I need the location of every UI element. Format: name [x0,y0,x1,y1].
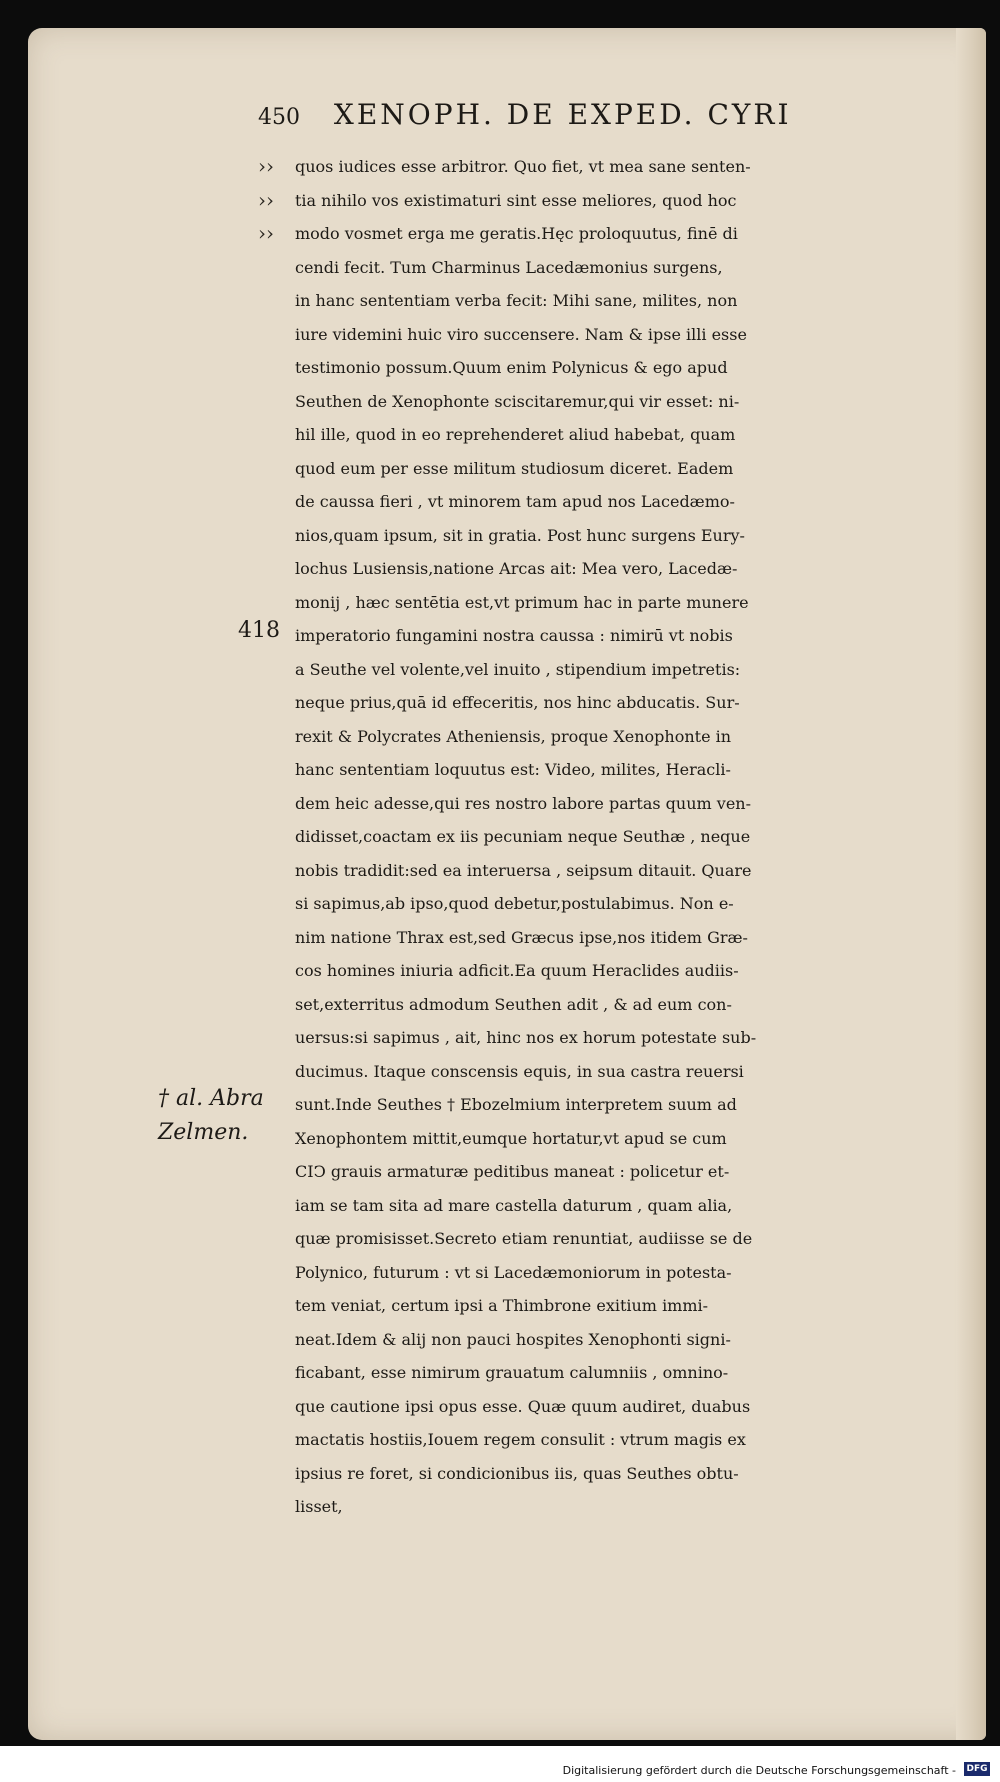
dfg-logo: DFG [964,1762,990,1776]
text-line: in hanc sententiam verba fecit: Mihi sane, milites, non [295,291,738,310]
running-header [258,98,898,131]
running-title: XENOPH. DE EXPED. CYRI [333,98,792,131]
text-line: nim natione Thrax est,sed Græcus ipse,nos itidem Græ- [295,927,748,947]
text-line: Seuthen de Xenophonte sciscitaremur,qui vir esset: ni- [295,391,740,411]
text-line: ficabant, esse nimirum grauatum calumniis , omnino- [295,1363,729,1382]
text-line: quæ promisisset.Secreto etiam renuntiat, audiisse se de [295,1229,753,1248]
text-line: modo vosmet erga me geratis.Hęc proloquutus, finē di [295,224,738,243]
text-line: si sapimus,ab ipso,quod debetur,postulabimus. Non e- [295,894,734,913]
digitization-credit: Digitalisierung gefördert durch die Deutsche Forschungsgemeinschaft - [562,1764,956,1777]
text-line: cos homines iniuria adficit.Ea quum Heraclides audiis- [295,961,739,980]
page-number: 450 [258,105,300,130]
text-line: neat.Idem & alij non pauci hospites Xenophonti signi- [295,1329,731,1349]
text-line: sunt.Inde Seuthes † Ebozelmium interpretem suum ad [295,1095,737,1114]
text-line: de caussa fieri , vt minorem tam apud nos Lacedæmo- [295,492,735,511]
text-line: iure videmini huic viro succensere. Nam & ipse illi esse [295,324,747,344]
text-line: que cautione ipsi opus esse. Quæ quum audiret, duabus [295,1396,751,1416]
text-line: tem veniat, certum ipsi a Thimbrone exitium immi- [295,1296,709,1315]
text-line: cendi fecit. Tum Charminus Lacedæmonius surgens, [295,257,723,277]
text-line: testimonio possum.Quum enim Polynicus & ego apud [295,358,728,377]
text-line: lochus Lusiensis,natione Arcas ait: Mea vero, Lacedæ- [295,559,738,578]
text-line: CIↃ grauis armaturæ peditibus maneat : policetur et- [295,1162,730,1181]
quote-mark: ›› [258,187,274,212]
text-line: mactatis hostiis,Iouem regem consulit : vtrum magis ex [295,1430,746,1449]
page-edge [956,28,986,1740]
text-line: uersus:si sapimus , ait, hinc nos ex horum potestate sub- [295,1028,757,1047]
text-line: nios,quam ipsum, sit in gratia. Post hunc surgens Eury- [295,525,745,545]
margin-note [158,1082,268,1150]
quote-mark: ›› [258,154,274,178]
quote-mark: ›› [258,221,274,245]
text-line: set,exterritus admodum Seuthen adit , & ad eum con- [295,994,732,1014]
text-line: nobis tradidit:sed ea interuersa , seipsum ditauit. Quare [295,860,752,880]
text-line: Xenophontem mittit,eumque hortatur,vt apud se cum [295,1128,727,1148]
text-line: iam se tam sita ad mare castella daturum , quam alia, [295,1195,733,1215]
text-line: imperatorio fungamini nostra caussa : nimirū vt nobis [295,626,733,645]
margin-note-line: † al. Abra [158,1086,264,1111]
text-line: tia nihilo vos existimaturi sint esse meliores, quod hoc [295,190,737,210]
text-line: hil ille, quod in eo reprehenderet aliud habebat, quam [295,425,736,444]
text-line: lisset, [295,1497,343,1516]
text-line: quod eum per esse militum studiosum diceret. Eadem [295,458,734,478]
margin-note-line: Zelmen. [158,1120,249,1145]
quotation-marks [258,150,288,251]
text-line: dem heic adesse,qui res nostro labore partas quum ven- [295,793,751,813]
text-line: monij , hæc sentētia est,vt primum hac in parte munere [295,592,749,612]
margin-section-number: 418 [238,618,280,643]
text-line: neque prius,quā id effeceritis, nos hinc abducatis. Sur- [295,693,740,712]
text-line: didisset,coactam ex iis pecuniam neque Seuthæ , neque [295,827,751,846]
text-line: a Seuthe vel volente,vel inuito , stipendium impetretis: [295,659,741,679]
text-line: ducimus. Itaque conscensis equis, in sua castra reuersi [295,1061,744,1081]
text-line: Polynico, futurum : vt si Lacedæmoniorum in potesta- [295,1262,732,1282]
text-line: quos iudices esse arbitror. Quo fiet, vt mea sane senten- [295,157,751,176]
body-text [295,150,960,1524]
text-line: rexit & Polycrates Atheniensis, proque Xenophonte in [295,726,732,746]
text-line: hanc sententiam loquutus est: Video, milites, Heracli- [295,760,731,779]
text-line: ipsius re foret, si condicionibus iis, quas Seuthes obtu- [295,1463,739,1483]
